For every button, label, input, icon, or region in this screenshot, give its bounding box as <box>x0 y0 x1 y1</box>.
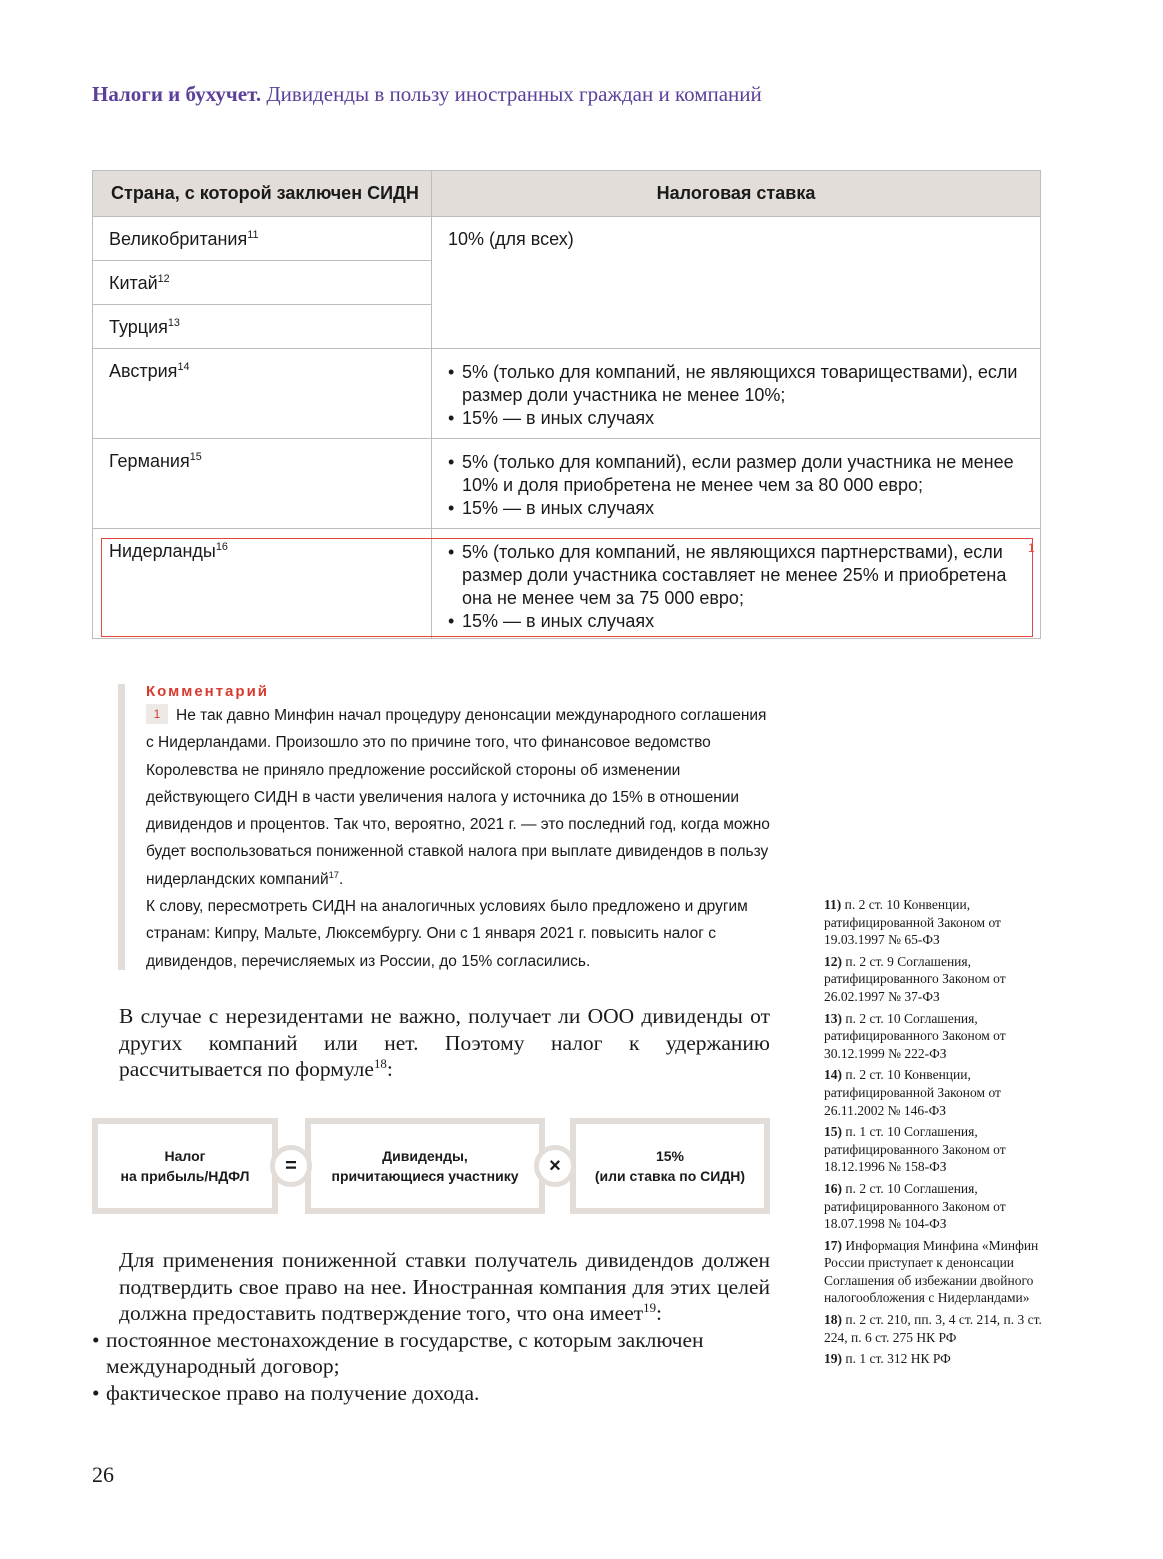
page-number: 26 <box>92 1462 114 1487</box>
comment-title: Комментарий <box>146 683 270 700</box>
paragraph-text <box>92 1003 770 1083</box>
rate-item: • 15% — в иных случаях <box>448 407 1024 430</box>
country-cell <box>93 305 432 349</box>
footnote-ref: 18 <box>373 1056 387 1071</box>
footnote <box>824 953 1044 1006</box>
rate-cell <box>432 349 1041 439</box>
formula-text: (или ставка по СИДН) <box>594 1168 746 1184</box>
rate-text: 10% (для всех) <box>448 229 574 249</box>
rate-item: • 15% — в иных случаях <box>448 610 1024 633</box>
country-name: Великобритания <box>109 229 248 249</box>
requirements-list <box>92 1327 770 1407</box>
footnote-ref: 19 <box>643 1300 657 1315</box>
footnote-text: п. 2 ст. 10 Соглашения, ратифицированного Законом от 30.12.1999 № 222-ФЗ <box>824 1010 1006 1061</box>
country-name: Нидерланды <box>109 541 216 561</box>
footnote <box>824 1237 1044 1307</box>
footnote <box>824 896 1044 949</box>
rate-list <box>448 361 1024 430</box>
footnote-ref: 11 <box>247 229 259 241</box>
rate-list <box>448 451 1024 520</box>
country-name: Турция <box>109 317 168 337</box>
punctuation: : <box>656 1301 663 1325</box>
paragraph-text <box>92 1247 770 1327</box>
rate-cell <box>432 217 1041 349</box>
comment-number-badge: 1 <box>146 704 168 724</box>
column-header-rate: Налоговая ставка <box>432 171 1041 217</box>
list-item: • фактическое право на получение дохода. <box>92 1380 770 1407</box>
chapter-title: Дивиденды в пользу иностранных граждан и компаний <box>266 82 762 106</box>
body-paragraph <box>92 1003 770 1083</box>
table-row <box>93 439 1041 529</box>
footnote-text: п. 2 ст. 10 Соглашения, ратифицированного Законом от 18.07.1998 № 104-ФЗ <box>824 1180 1006 1232</box>
rate-item: • 5% (только для компаний, не являющихся партнерствами), если размер доли участника составляет не менее 25% и приобретена она не менее чем за 75 000 евро; <box>448 541 1024 610</box>
country-name: Германия <box>109 451 190 471</box>
table-row <box>93 349 1041 439</box>
formula-box-tax <box>92 1118 278 1214</box>
footnote <box>824 1123 1044 1176</box>
formula-text: Дивиденды, <box>382 1148 468 1164</box>
footnote-number: 19) <box>824 1351 842 1367</box>
country-cell <box>93 349 432 439</box>
punctuation: : <box>386 1057 393 1081</box>
rate-item: • 5% (только для компаний), если размер доли участника не менее 10% и доля приобретена не менее чем за 80 000 евро; <box>448 451 1024 497</box>
footnote-number: 16) <box>824 1180 842 1196</box>
footnote-text: п. 2 ст. 10 Конвенции, ратифицированной Законом от 26.11.2002 № 146-ФЗ <box>824 1067 1001 1118</box>
formula-text: 15% <box>655 1148 684 1164</box>
comment-text: Не так давно Минфин начал процедуру денонсации международного соглашения с Нидерландами. Произошло это по причине того, что финансовое ведомство Королевства не приняло предложение российской стороны об изменении действующего СИДН в части увеличения налога у источника до 15% в отношении дивидендов и процентов. Так что, вероятно, 2021 г. — это последний год, когда можно будет воспользоваться пониженной ставкой налога при выплате дивидендов в пользу нидерландских компаний <box>146 707 770 888</box>
table-row <box>93 529 1041 639</box>
footnote-number: 13) <box>824 1010 842 1026</box>
country-name: Австрия <box>109 361 178 381</box>
footnote-text: п. 2 ст. 10 Конвенции, ратифицированной Законом от 19.03.1997 № 65-ФЗ <box>824 897 1001 948</box>
formula-text: на прибыль/НДФЛ <box>120 1168 250 1184</box>
running-head <box>92 82 762 107</box>
formula-text: причитающиеся участнику <box>331 1168 519 1184</box>
paragraph-content: Для применения пониженной ставки получатель дивидендов должен подтвердить свое право на нее. Иностранная компания для этих целей должна предоставить подтверждение того, что она имеет <box>119 1248 770 1325</box>
annotation-marker: 1 <box>1028 541 1035 555</box>
footnote <box>824 1066 1044 1119</box>
section-label: Налоги и бухучет. <box>92 82 262 106</box>
rate-cell <box>432 529 1041 639</box>
footnote-ref: 17 <box>328 869 339 880</box>
footnote-number: 14) <box>824 1067 842 1083</box>
formula-box-dividends <box>305 1118 545 1214</box>
footnote-ref: 13 <box>167 317 180 329</box>
footnote <box>824 1010 1044 1063</box>
footnote-text: п. 1 ст. 10 Соглашения, ратифицированного Законом от 18.12.1996 № 158-ФЗ <box>824 1124 1006 1175</box>
footnote-number: 11) <box>824 897 842 912</box>
paragraph-content: В случае с нерезидентами не важно, получает ли ООО дивиденды от других компаний или нет. Поэтому налог к удержанию рассчитывается по формуле <box>119 1004 770 1081</box>
footnote <box>824 1180 1044 1233</box>
punctuation: . <box>338 870 344 888</box>
country-cell <box>93 439 432 529</box>
footnote-text: п. 2 ст. 210, пп. 3, 4 ст. 214, п. 3 ст. 224, п. 6 ст. 275 НК РФ <box>824 1312 1042 1345</box>
footnote <box>824 1311 1044 1346</box>
footnote-text: Информация Минфина «Минфин России приступает к денонсации Соглашения об избежании двойного налогообложения с Нидерландами» <box>824 1237 1039 1306</box>
equals-icon: = <box>270 1145 312 1187</box>
footnote-number: 12) <box>824 953 842 969</box>
table-row <box>93 217 1041 261</box>
footnotes-sidebar <box>824 896 1044 1372</box>
footnote-text: п. 1 ст. 312 НК РФ <box>845 1351 951 1367</box>
formula-text: Налог <box>164 1148 206 1164</box>
footnote-ref: 16 <box>215 541 228 553</box>
list-item: • постоянное местонахождение в государстве, с которым заключен международный договор; <box>92 1327 770 1380</box>
tax-rates-table <box>92 170 1041 639</box>
tax-formula <box>92 1118 770 1214</box>
footnote-number: 15) <box>824 1124 842 1140</box>
footnote-ref: 14 <box>177 361 190 373</box>
footnote-ref: 15 <box>189 451 202 463</box>
rate-item: • 5% (только для компаний, не являющихся товариществами), если размер доли участника не менее 10%; <box>448 361 1024 407</box>
multiply-icon: × <box>534 1145 576 1187</box>
rate-cell <box>432 439 1041 529</box>
country-cell <box>93 261 432 305</box>
rate-list <box>448 541 1024 633</box>
footnote-number: 18) <box>824 1312 842 1328</box>
comment-block <box>118 684 778 970</box>
footnote-number: 17) <box>824 1237 842 1253</box>
body-paragraph <box>92 1247 770 1406</box>
footnote <box>824 1350 1044 1368</box>
formula-box-rate <box>570 1118 770 1214</box>
footnote-ref: 12 <box>157 273 170 285</box>
rate-item: • 15% — в иных случаях <box>448 497 1024 520</box>
country-cell <box>93 217 432 261</box>
table-header-row <box>93 171 1041 217</box>
comment-text: К слову, пересмотреть СИДН на аналогичных условиях было предложено и другим странам: Кипру, Мальте, Люксембургу. Они с 1 января 2021 г. повысить налог с дивидендов, перечисляемых из России, до 15% согласились. <box>146 898 748 970</box>
column-header-country: Страна, с которой заключен СИДН <box>93 171 432 217</box>
comment-body <box>146 702 778 975</box>
country-cell <box>93 529 432 639</box>
footnote-text: п. 2 ст. 9 Соглашения, ратифицированного Законом от 26.02.1997 № 37-ФЗ <box>824 953 1006 1004</box>
country-name: Китай <box>109 273 158 293</box>
